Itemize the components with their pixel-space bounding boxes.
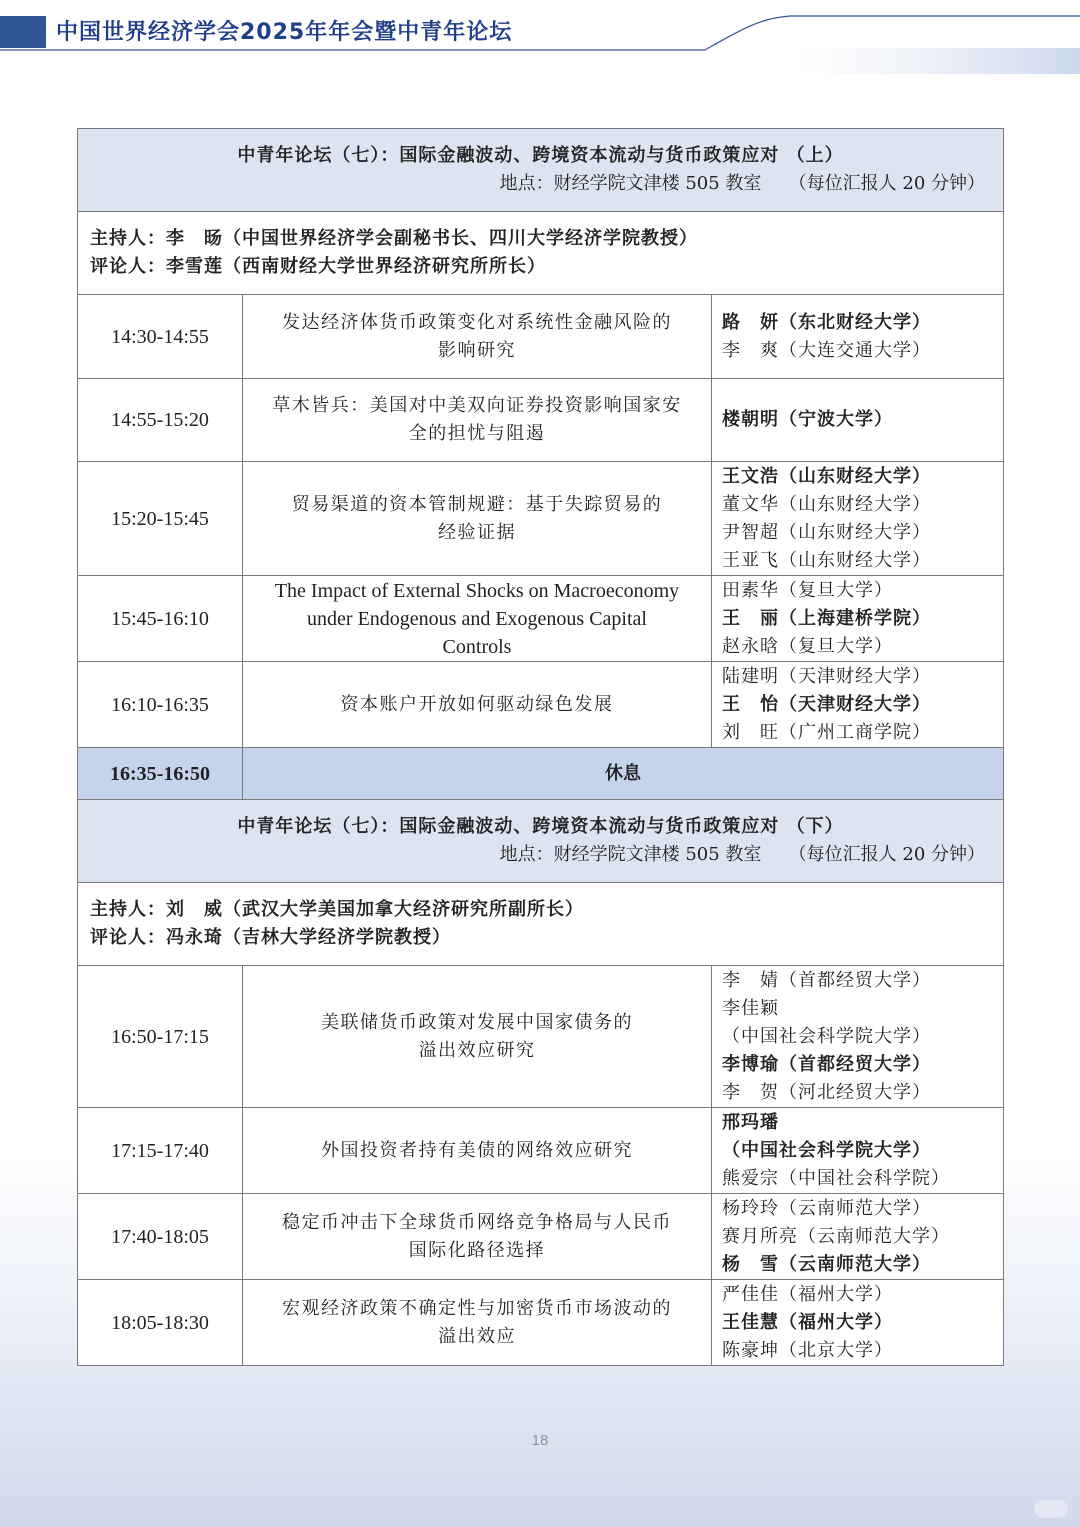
talk-authors <box>712 295 1004 379</box>
talk-topic-line: The Impact of External Shocks on Macroeconomy <box>274 579 680 602</box>
author-name: 赵永晗（复旦大学） <box>722 635 893 657</box>
talk-topic-line: 草木皆兵：美国对中美双向证券投资影响国家安 <box>272 395 682 416</box>
talk-row <box>78 295 1004 379</box>
host-row <box>78 212 1004 295</box>
talk-topic-line: 稳定币冲击下全球货币网络竞争格局与人民币 <box>282 1211 672 1233</box>
talk-topic <box>243 1280 712 1366</box>
talk-time: 15:45-16:10 <box>78 576 243 662</box>
author-name: 邢玛璠 <box>722 1111 779 1133</box>
talk-row <box>78 1194 1004 1280</box>
session-time-note: （每位汇报人 20 分钟） <box>788 844 985 865</box>
talk-authors <box>712 1280 1004 1366</box>
session-title: 中青年论坛（七）：国际金融波动、跨境资本流动与货币政策应对 （上） <box>237 145 844 166</box>
author-name: 李 婧（首都经贸大学） <box>722 969 931 991</box>
talk-topic <box>243 662 712 748</box>
talk-topic <box>243 379 712 462</box>
talk-row <box>78 662 1004 748</box>
session-header-row <box>78 129 1004 212</box>
author-name: 田素华（复旦大学） <box>722 579 893 601</box>
session-location: 地点：财经学院文津楼 505 教室 <box>499 844 762 865</box>
author-name: 李 爽（大连交通大学） <box>722 339 931 361</box>
session-title: 中青年论坛（七）：国际金融波动、跨境资本流动与货币政策应对 （下） <box>237 816 844 837</box>
session-location-line <box>96 170 985 198</box>
host-cell <box>78 212 1004 295</box>
author-name: 李博瑜（首都经贸大学） <box>722 1053 931 1075</box>
talk-topic-line: 宏观经济政策不确定性与加密货币市场波动的 <box>282 1297 672 1319</box>
host-cell <box>78 883 1004 966</box>
author-name: 王亚飞（山东财经大学） <box>722 549 931 571</box>
watermark-badge <box>1034 1500 1068 1518</box>
talk-topic-line: 美联储货币政策对发展中国家债务的 <box>321 1011 633 1033</box>
author-name: 尹智超（山东财经大学） <box>722 521 931 543</box>
talk-topic-line: 国际化路径选择 <box>408 1239 546 1261</box>
schedule-table <box>77 128 1004 1366</box>
talk-row <box>78 462 1004 576</box>
talk-topic-line: 溢出效应 <box>438 1325 516 1347</box>
talk-topic <box>243 1194 712 1280</box>
header-title: 中国世界经济学会2025年年会暨中青年论坛 <box>56 20 513 45</box>
author-name: 杨玲玲（云南师范大学） <box>722 1197 931 1219</box>
talk-time: 18:05-18:30 <box>78 1280 243 1366</box>
author-name: 王文浩（山东财经大学） <box>722 465 931 487</box>
talk-topic-line: 溢出效应研究 <box>418 1039 536 1061</box>
talk-topic-line: 全的担忧与阻遏 <box>408 423 546 444</box>
talk-row <box>78 966 1004 1108</box>
talk-topic <box>243 966 712 1108</box>
talk-time: 14:55-15:20 <box>78 379 243 462</box>
talk-topic-line: 影响研究 <box>438 339 516 361</box>
talk-time: 17:40-18:05 <box>78 1194 243 1280</box>
author-name: 熊爱宗（中国社会科学院） <box>722 1167 950 1189</box>
author-name: 董文华（山东财经大学） <box>722 493 931 515</box>
talk-authors <box>712 966 1004 1108</box>
break-label: 休息 <box>243 748 1004 800</box>
session-header <box>78 800 1004 883</box>
session-commentator: 评论人：李雪莲（西南财经大学世界经济研究所所长） <box>90 256 546 277</box>
author-name: 王佳慧（福州大学） <box>722 1311 893 1333</box>
talk-topic <box>243 295 712 379</box>
session-location-line <box>96 841 985 869</box>
author-name: 王 丽（上海建桥学院） <box>722 607 931 629</box>
break-row <box>78 748 1004 800</box>
session-time-note: （每位汇报人 20 分钟） <box>788 173 985 194</box>
session-header-row <box>78 800 1004 883</box>
session-location: 地点：财经学院文津楼 505 教室 <box>499 173 762 194</box>
talk-authors <box>712 1194 1004 1280</box>
session-header <box>78 129 1004 212</box>
talk-time: 16:10-16:35 <box>78 662 243 748</box>
talk-topic-line: 外国投资者持有美债的网络效应研究 <box>321 1139 633 1161</box>
talk-authors <box>712 379 1004 462</box>
author-name: 楼朝明（宁波大学） <box>722 409 893 430</box>
page-header <box>0 0 1080 80</box>
host-row <box>78 883 1004 966</box>
talk-authors <box>712 576 1004 662</box>
talk-authors <box>712 662 1004 748</box>
author-name: 王 怡（天津财经大学） <box>722 693 931 715</box>
talk-row <box>78 1280 1004 1366</box>
author-name: （中国社会科学院大学） <box>722 1025 931 1047</box>
talk-topic-line: 资本账户开放如何驱动绿色发展 <box>340 693 614 715</box>
talk-topic-line: Controls <box>442 635 512 658</box>
talk-row <box>78 576 1004 662</box>
author-name: 赛月所亮（云南师范大学） <box>722 1225 950 1247</box>
talk-topic-line: 发达经济体货币政策变化对系统性金融风险的 <box>282 311 672 333</box>
author-name: 路 妍（东北财经大学） <box>722 311 931 333</box>
talk-topic-line: under Endogenous and Exogenous Capital <box>307 607 647 630</box>
author-name: 李 贺（河北经贸大学） <box>722 1081 931 1103</box>
talk-authors <box>712 462 1004 576</box>
author-name: 严佳佳（福州大学） <box>722 1283 893 1305</box>
session-commentator: 评论人：冯永琦（吉林大学经济学院教授） <box>90 927 451 948</box>
talk-row <box>78 1108 1004 1194</box>
talk-topic <box>243 462 712 576</box>
author-name: 杨 雪（云南师范大学） <box>722 1253 931 1275</box>
session-host: 主持人：刘 威（武汉大学美国加拿大经济研究所副所长） <box>90 899 584 920</box>
talk-topic <box>243 576 712 662</box>
author-name: 陆建明（天津财经大学） <box>722 665 931 687</box>
author-name: 刘 旺（广州工商学院） <box>722 721 931 743</box>
talk-time: 16:50-17:15 <box>78 966 243 1108</box>
author-name: 陈豪坤（北京大学） <box>722 1339 893 1361</box>
session-host: 主持人：李 旸（中国世界经济学会副秘书长、四川大学经济学院教授） <box>90 228 698 249</box>
talk-time: 15:20-15:45 <box>78 462 243 576</box>
talk-authors <box>712 1108 1004 1194</box>
talk-topic-line: 经验证据 <box>438 521 516 543</box>
break-time: 16:35-16:50 <box>78 748 243 800</box>
author-name: （中国社会科学院大学） <box>722 1139 931 1161</box>
talk-time: 17:15-17:40 <box>78 1108 243 1194</box>
talk-topic <box>243 1108 712 1194</box>
author-name: 李佳颖 <box>722 997 779 1019</box>
header-accent-block <box>0 16 46 48</box>
talk-topic-line: 贸易渠道的资本管制规避：基于失踪贸易的 <box>291 493 663 515</box>
talk-row <box>78 379 1004 462</box>
talk-time: 14:30-14:55 <box>78 295 243 379</box>
page-number: 18 <box>531 1432 549 1449</box>
